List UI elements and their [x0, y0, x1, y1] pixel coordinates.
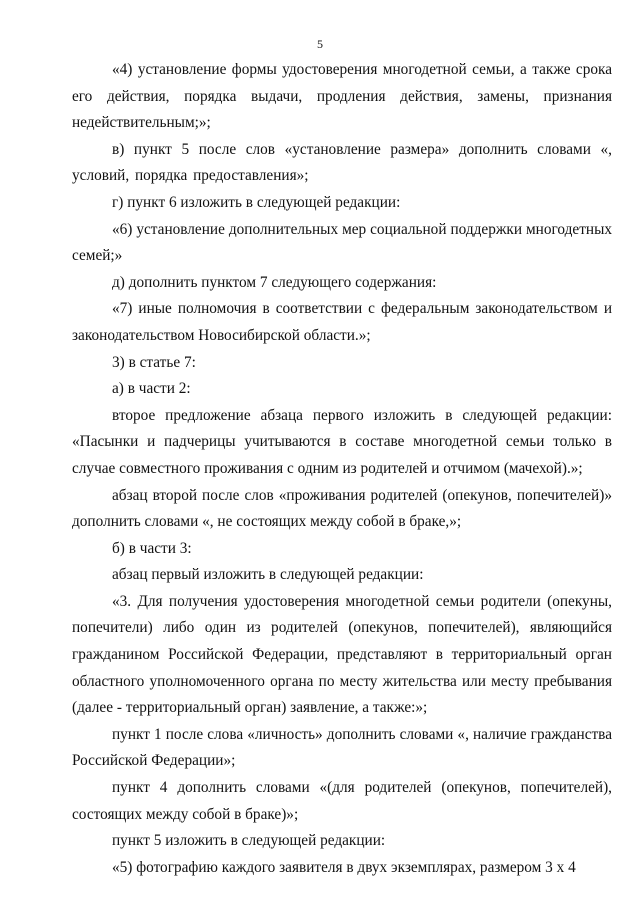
- paragraph-amendment-g: г) пункт 6 изложить в следующей редакции:: [112, 193, 401, 211]
- paragraph-subitem-4: «4) установление формы удостоверения многодетной семьи, а также срока его действия, порядка выдачи, продления действия, замены, признания недействительным;»;: [72, 61, 612, 132]
- page-number: 5: [317, 37, 323, 51]
- paragraph-subitem-6: «6) установление дополнительных мер социальной поддержки многодетных семей;»: [72, 220, 612, 265]
- document-body: [72, 57, 612, 881]
- paragraph-item-4: пункт 4 дополнить словами «(для родителей (опекунов, попечителей), состоящих между собой в браке)»;: [72, 779, 612, 823]
- paragraph-second-sentence: второе предложение абзаца первого изложить в следующей редакции: «Пасынки и падчерицы учитываются в составе многодетной семьи только в случае совместного проживания с одним из родителей и отчимом (мачехой).»;: [72, 406, 612, 477]
- paragraph-subitem-7: «7) иные полномочия в соответствии с федеральным законодательством и законодательством Новосибирской области.»;: [72, 300, 612, 344]
- paragraph-article-7: 3) в статье 7:: [112, 353, 196, 371]
- paragraph-item-5: пункт 5 изложить в следующей редакции:: [112, 832, 386, 850]
- paragraph-part-3-text: «3. Для получения удостоверения многодетной семьи родители (опекуны, попечители) либо один из родителей (опекунов, попечителей), являющийся гражданином Российской Федерации, представляют в территориальный орган областного уполномоченного органа по месту жительства или месту пребывания (далее - территориальный орган) заявление, а также:»;: [72, 592, 612, 717]
- paragraph-item-1: пункт 1 после слова «личность» дополнить словами «, наличие гражданства Российской Федерации»;: [72, 725, 612, 770]
- paragraph-part-2: а) в части 2:: [112, 380, 191, 398]
- paragraph-first-abzac: абзац первый изложить в следующей редакции:: [112, 566, 424, 584]
- paragraph-amendment-v: в) пункт 5 после слов «установление размера» дополнить словами «, условий, порядка предоставления»;: [72, 140, 612, 185]
- paragraph-item-5-text: «5) фотографию каждого заявителя в двух экземплярах, размером 3 х 4: [112, 858, 576, 876]
- paragraph-amendment-d: д) дополнить пунктом 7 следующего содержания:: [112, 273, 437, 291]
- paragraph-part-3: б) в части 3:: [112, 539, 192, 557]
- paragraph-second-abzac: абзац второй после слов «проживания родителей (опекунов, попечителей)» дополнить словами «, не состоящих между собой в браке,»;: [72, 486, 612, 531]
